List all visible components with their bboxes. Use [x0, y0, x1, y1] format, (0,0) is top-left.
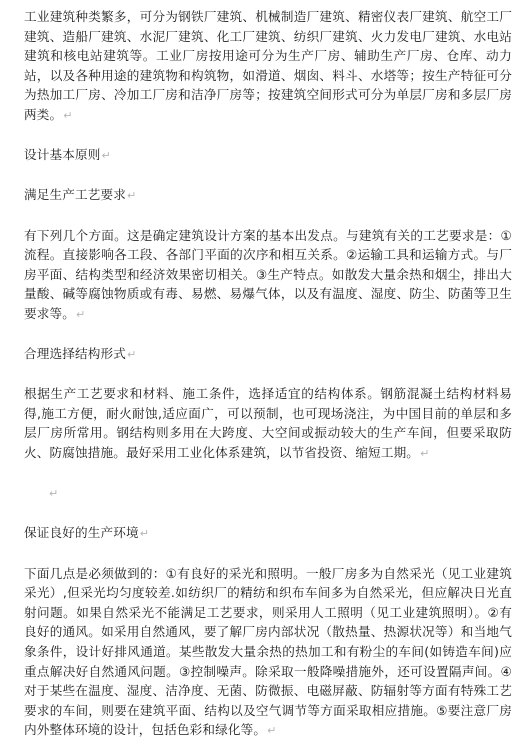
paragraph-mark-icon: ↵ [126, 348, 137, 362]
section-heading-principles [24, 145, 512, 166]
heading-text: 合理选择结构形式 [24, 346, 126, 362]
paragraph-mark-icon: ↵ [75, 307, 86, 321]
paragraph-mark-icon: ↵ [49, 487, 59, 501]
blank-line [24, 166, 512, 186]
paragraph-mark-icon: ↵ [267, 724, 277, 738]
blank-line [24, 325, 512, 345]
paragraph-mark-icon: ↵ [126, 189, 137, 203]
heading-text: 保证良好的生产环境 [24, 525, 139, 541]
section-heading-structure [24, 344, 512, 365]
heading-text: 设计基本原则 [24, 147, 101, 163]
structure-text: 根据生产工艺要求和材料、施工条件，选择适宜的结构体系。钢筋混凝土结构材料易得,施工方便，耐火耐蚀,适应面广，可以预制，也可现场浇注，为中国目前的单层和多层厂房所常用。钢结构则多用在大跨度、大空间或振动较大的生产车间，但要采取防火、防腐蚀措施。最好采用工业化体系建筑，以节省投资、缩短工期。 [24, 386, 512, 461]
blank-line [24, 206, 512, 226]
intro-paragraph [24, 7, 512, 126]
document-body [24, 7, 512, 741]
empty-paragraph [24, 483, 512, 504]
paragraph-mark-icon: ↵ [420, 447, 430, 461]
heading-text: 满足生产工艺要求 [24, 187, 126, 203]
blank-line [24, 365, 512, 385]
structure-paragraph [24, 384, 512, 463]
section-heading-process [24, 185, 512, 206]
paragraph-mark-icon: ↵ [63, 108, 73, 122]
intro-text: 工业建筑种类繁多，可分为钢铁厂建筑、机械制造厂建筑、精密仪表厂建筑、航空工厂建筑、造船厂建筑、水泥厂建筑、化工厂建筑、纺织厂建筑、火力发电厂建筑、水电站建筑和核电站建筑等。工业厂房按用途可分为生产厂房、辅助生产厂房、仓库、动力站，以及各种用途的建筑物和构筑物，如滑道、烟囱、料斗、水塔等；按生产特征可分为热加工厂房、冷加工厂房和洁净厂房等；按建筑空间形式可分为单层厂房和多层厂房两类。 [24, 9, 512, 122]
process-paragraph [24, 226, 512, 325]
blank-line [24, 464, 512, 484]
environment-paragraph [24, 564, 512, 741]
blank-line [24, 504, 512, 524]
paragraph-mark-icon: ↵ [101, 149, 111, 163]
blank-line [24, 544, 512, 564]
environment-text: 下面几点是必须做到的：①有良好的采光和照明。一般厂房多为自然采光（见工业建筑采光）,但采光均匀度较差.如纺织厂的精纺和织布车间多为自然采光，但应解决日光直射问题。如果自然采光不能满足工艺要求，则采用人工照明（见工业建筑照明）。②有良好的通风。如采用自然通风，要了解厂房内部状况（散热量、热源状况等）和当地气象条件，设计好排风通道。某些散发大量余热的热加工和有粉尘的车间(如铸造车间)应重点解决好自然通风问题。③控制噪声。除采取一般降噪措施外，还可设置隔声间。④对于某些在温度、湿度、洁净度、无菌、防微振、电磁屏蔽、防辐射等方面有特殊工艺要求的车间，则要在建筑平面、结构以及空气调节等方面采取相应措施。⑤要注意厂房内外整体环境的设计，包括色彩和绿化等。 [24, 565, 512, 738]
section-heading-environment [24, 523, 512, 544]
process-text: 有下列几个方面。这是确定建筑设计方案的基本出发点。与建筑有关的工艺要求是：①流程。直接影响各工段、各部门平面的次序和相互关系。②运输工具和运输方式。与厂房平面、结构类型和经济效果密切相关。③生产特点。如散发大量余热和烟尘，排出大量酸、碱等腐蚀物质或有毒、易燃、易爆气体，以及有温度、湿度、防尘、防菌等卫生要求等。 [24, 227, 512, 321]
paragraph-mark-icon: ↵ [139, 527, 150, 541]
blank-line [24, 126, 512, 146]
